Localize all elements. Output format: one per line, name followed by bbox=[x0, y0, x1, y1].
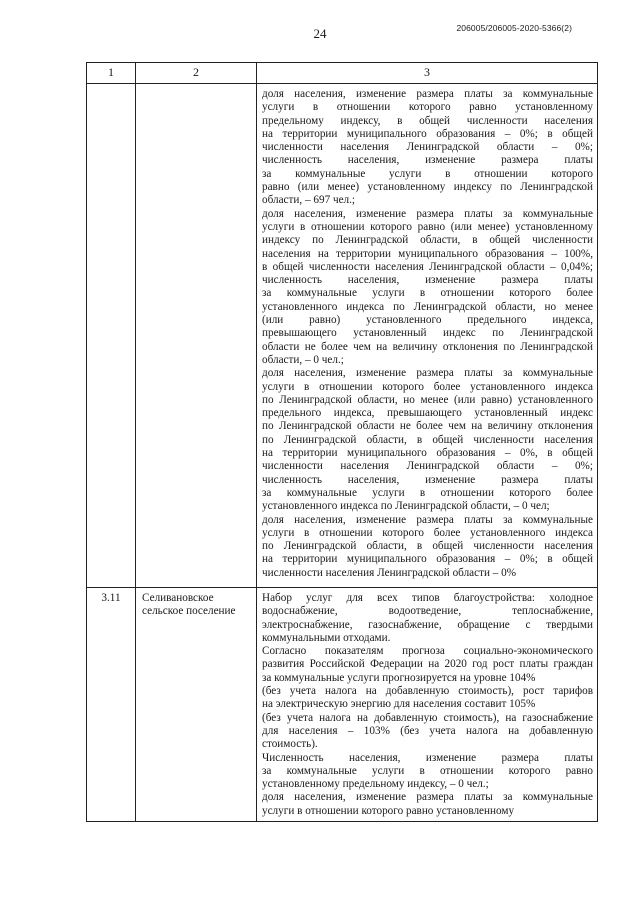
text-line: за коммунальные услуги в отношении которого bbox=[262, 167, 593, 180]
column-header-1: 1 bbox=[87, 63, 136, 84]
text-line: равно (или менее) установленному индексу по Ленинградской bbox=[262, 181, 593, 194]
text-line: численность населения, изменение размера платы bbox=[262, 274, 593, 287]
text-line: стоимость). bbox=[262, 738, 318, 751]
text-line: по Ленинградской области, но менее (или равно) установленного bbox=[262, 393, 593, 406]
text-line: водоснабжение, водоотведение, теплоснабжение, bbox=[262, 605, 593, 618]
settlement-name: Селивановское сельское поселение bbox=[136, 588, 257, 822]
text-line: развития Российской Федерации на 2020 год рост платы граждан bbox=[262, 658, 593, 671]
text-line: индексу по Ленинградской области, в общей численности bbox=[262, 234, 593, 247]
text-line: электроснабжение, газоснабжение, обращение с твердыми bbox=[262, 618, 593, 631]
text-line: численности населения Ленинградской области – 0%; bbox=[262, 460, 593, 473]
text-line: услуги в отношении которого равно (или менее) установленному bbox=[262, 220, 593, 233]
text-line: численность населения, изменение размера платы bbox=[262, 473, 593, 486]
row-number bbox=[87, 84, 136, 588]
text-line: на территории муниципального образования – 0%, в общей bbox=[262, 447, 593, 460]
table-row bbox=[87, 84, 598, 588]
text-line: Согласно показателям прогноза социально-экономического bbox=[262, 645, 593, 658]
text-line: установленному предельному индексу, – 0 чел.; bbox=[262, 778, 489, 791]
text-line: за коммунальные услуги в отношении которого равно bbox=[262, 764, 593, 777]
text-line: предельному индексу, в общей численности населения bbox=[262, 114, 593, 127]
text-line: численности населения Ленинградской области – 0% bbox=[262, 566, 517, 579]
text-line: за коммунальные услуги в отношении которого более bbox=[262, 287, 593, 300]
text-line: по Ленинградской области, в общей численности населения bbox=[262, 540, 593, 553]
text-line: по Ленинградской области, в общей численности населения bbox=[262, 433, 593, 446]
text-line: (без учета налога на добавленную стоимость), рост тарифов bbox=[262, 685, 593, 698]
text-line: услуги в отношении которого равно установленному bbox=[262, 804, 515, 817]
text-line: (без учета налога на добавленную стоимость), на газоснабжение bbox=[262, 711, 593, 724]
text-line: услуги в отношении которого равно установленному bbox=[262, 101, 593, 114]
text-line: населения на территории муниципального образования – 100%, bbox=[262, 247, 593, 260]
text-line: за коммунальные услуги прогнозируется на уровне 104% bbox=[262, 671, 536, 684]
document-code: 206005/206005-2020-5366(2) bbox=[456, 23, 572, 33]
text-line: Численность населения, изменение размера платы bbox=[262, 751, 593, 764]
data-table bbox=[86, 62, 598, 822]
column-header-2: 2 bbox=[136, 63, 257, 84]
column-header-3: 3 bbox=[257, 63, 598, 84]
text-line: на территории муниципального образования – 0%; в общей bbox=[262, 553, 593, 566]
text-line: предельного индекса, превышающего установленный индекс bbox=[262, 407, 593, 420]
text-line: доля населения, изменение размера платы за коммунальные bbox=[262, 88, 593, 100]
text-line: коммунальными отходами. bbox=[262, 631, 391, 644]
text-line: доля населения, изменение размера платы за коммунальные bbox=[262, 513, 593, 526]
page-number: 24 bbox=[313, 26, 327, 41]
text-line: Набор услуг для всех типов благоустройства: холодное bbox=[262, 592, 593, 604]
text-line: по Ленинградской области не более чем на величину отклонения bbox=[262, 420, 593, 433]
text-line: услуги в отношении которого более установленного индекса bbox=[262, 526, 593, 539]
text-line: (или равно) установленного предельного индекса, bbox=[262, 314, 593, 327]
settlement-name bbox=[136, 84, 257, 588]
text-line: за коммунальные услуги в отношении которого более bbox=[262, 486, 593, 499]
row-description bbox=[257, 84, 598, 588]
text-line: численность населения, изменение размера платы bbox=[262, 154, 593, 167]
text-line: доля населения, изменение размера платы за коммунальные bbox=[262, 791, 593, 804]
text-line: установленного индекса по Ленинградской области, – 0 чел; bbox=[262, 500, 550, 513]
text-line: на электрическую энергию для населения составит 105% bbox=[262, 698, 536, 711]
text-line: доля населения, изменение размера платы за коммунальные bbox=[262, 207, 593, 220]
table-row bbox=[87, 588, 598, 822]
row-description bbox=[257, 588, 598, 822]
text-line: установленного индекса по Ленинградской области, но менее bbox=[262, 300, 593, 313]
text-line: области, – 697 чел.; bbox=[262, 194, 356, 207]
text-line: для населения – 103% (без учета налога на добавленную bbox=[262, 724, 593, 737]
text-line: доля населения, изменение размера платы за коммунальные bbox=[262, 367, 593, 380]
row-number: 3.11 bbox=[87, 588, 136, 822]
table-header-row bbox=[87, 63, 598, 84]
text-line: области не более чем на величину отклонения по Ленинградской bbox=[262, 340, 593, 353]
text-line: в общей численности населения Ленинградской области – 0,04%; bbox=[262, 260, 593, 273]
text-line: численности населения Ленинградской области – 0%; bbox=[262, 141, 593, 154]
text-line: услуги в отношении которого более установленного индекса bbox=[262, 380, 593, 393]
text-line: превышающего установленный индекс по Ленинградской bbox=[262, 327, 593, 340]
text-line: области, – 0 чел.; bbox=[262, 353, 344, 366]
text-line: на территории муниципального образования – 0%; в общей bbox=[262, 127, 593, 140]
